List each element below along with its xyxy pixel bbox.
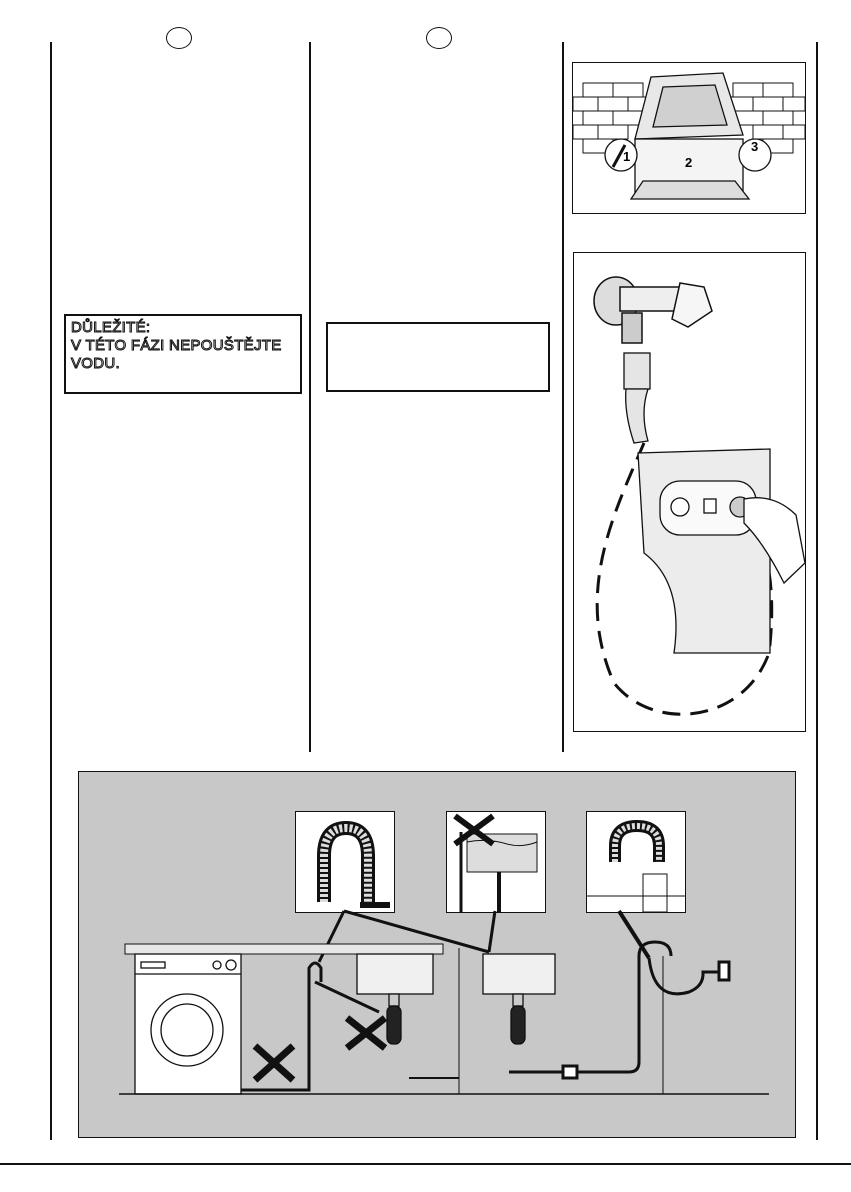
right-margin-rule [816,42,818,1140]
important-notice-box [64,314,302,394]
drain-hose-panel [78,771,796,1138]
hose-connection-illustration [574,253,805,731]
water-tap-icon [594,277,712,343]
sink-icon [357,954,555,1044]
callout-2: 2 [685,155,693,170]
machine-rear-panel [638,449,770,653]
notice-text-line-1: V TÉTO FÁZI NEPOUŠTĚJTE [71,337,282,354]
notice-text-line-2: VODU. [71,355,121,372]
inlet-hose-figure [573,252,806,732]
empty-notice-box [326,322,550,392]
column-divider-1 [309,42,311,752]
column-divider-2 [562,42,564,752]
drain-installation-illustration [79,772,795,1137]
transport-bolts-figure [572,62,806,214]
language-marker-left [166,27,192,49]
cross-mark-icon [255,1018,385,1080]
callout-1: 1 [623,149,631,164]
washing-machine-icon [135,954,241,1094]
inlet-hose-icon [624,353,650,443]
machine-back-illustration [573,63,805,213]
washing-machine-back [631,73,749,199]
left-margin-rule [50,42,52,1140]
callout-3: 3 [751,139,759,154]
notice-heading: DŮLEŽITÉ: [71,319,151,336]
page-bottom-rule [0,1163,851,1165]
language-marker-middle [426,27,452,49]
